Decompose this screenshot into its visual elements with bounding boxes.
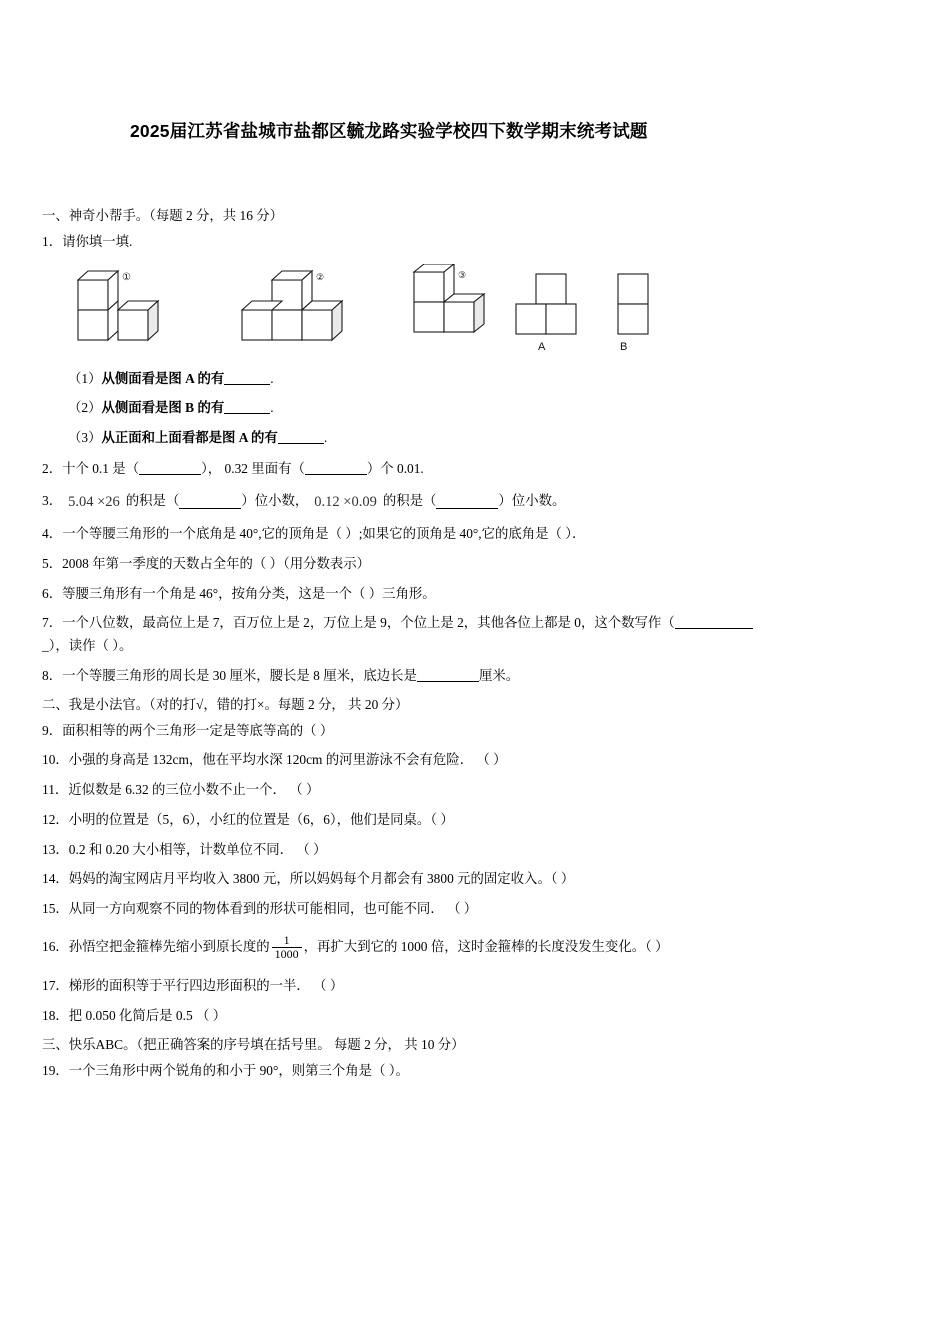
question-2 (42, 458, 922, 481)
svg-text:②: ② (316, 271, 325, 282)
question-8 (42, 665, 922, 688)
question-17 (42, 975, 922, 998)
answer-blank[interactable] (139, 460, 201, 474)
question-13 (42, 839, 922, 862)
section-heading-1: 一、神奇小帮手。（每题 2 分，共 16 分） (42, 208, 284, 223)
question-4 (42, 523, 922, 546)
shape-a-drawing (512, 270, 590, 354)
answer-blank[interactable] (278, 430, 324, 444)
q3-expression-2: 0.12 ×0.09 (314, 493, 377, 510)
q16-number: 16． (42, 939, 69, 955)
question-14 (42, 868, 922, 891)
section-heading-2: 二、我是小法官。（对的打√，错的打×。每题 2 分， 共 20 分） (42, 696, 409, 712)
figure-solid-1 (60, 264, 210, 363)
fraction-numerator: 1 (283, 933, 290, 948)
q14-number: 14． (42, 871, 69, 887)
page-title: 2025届江苏省盐城市盐都区毓龙路实验学校四下数学期末统考试题 (130, 121, 648, 141)
q19-text: 一个三角形中两个锐角的和小于 90°，则第三个角是（ ）。 (68, 1062, 409, 1078)
q7-text-1: 一个八位数，最高位上是 7，百万位上是 2，万位上是 9，个位上是 2，其他各位上都是 0，这个数写作（ (62, 615, 675, 631)
question-10 (42, 749, 922, 772)
q1-item1-label: （1） (68, 370, 102, 386)
q7-text-2: _），读作（ ）。 (42, 638, 133, 654)
question-1-item-1 (68, 369, 922, 390)
shape-b-drawing (608, 270, 678, 354)
question-6 (42, 583, 922, 606)
svg-text:①: ① (122, 271, 131, 283)
figure-shape-a (512, 270, 590, 361)
q1-item3-tail: . (323, 430, 328, 446)
q13-text: 0.2 和 0.20 大小相等，计数单位不同． （ ） (68, 841, 327, 857)
question-7 (42, 612, 922, 658)
q3-mid-4: ）位小数。 (498, 493, 566, 509)
q1-item1-text: 从侧面看是图 A 的有 (101, 370, 225, 386)
question-5 (42, 553, 922, 576)
section-heading-3: 三、快乐ABC。（把正确答案的序号填在括号里。 每题 2 分， 共 10 分） (42, 1036, 465, 1052)
q11-number: 11． (42, 782, 69, 798)
q17-text: 梯形的面积等于平行四边形面积的一半． （ ） (68, 978, 344, 994)
document-body (42, 200, 922, 1086)
answer-blank[interactable] (675, 615, 753, 629)
question-1 (42, 231, 922, 254)
fraction-one-thousandth (272, 934, 302, 960)
q2-number: 2． (42, 460, 63, 476)
answer-blank[interactable] (179, 495, 241, 509)
q12-number: 12． (42, 811, 69, 827)
solid-2-drawing (230, 264, 390, 356)
q9-text: 面积相等的两个三角形一定是等底等高的（ ） (62, 722, 334, 738)
q15-number: 15． (42, 901, 69, 917)
figure-solid-2 (230, 264, 390, 363)
q10-number: 10． (42, 752, 69, 768)
q13-number: 13． (42, 841, 69, 857)
q1-item3-text: 从正面和上面看都是图 A 的有 (101, 430, 278, 446)
question-15 (42, 898, 922, 921)
question-18 (42, 1005, 922, 1028)
q1-number: 1． (42, 233, 63, 249)
question-1-item-2 (68, 398, 922, 419)
shape-b-label: B (620, 340, 628, 353)
q10-text: 小强的身高是 132cm，他在平均水深 120cm 的河里游泳不会有危险． （ ） (68, 752, 507, 768)
q2-part3: ）个 0.01. (366, 460, 424, 476)
q3-number: 3． (42, 493, 63, 509)
q1-figure-group (42, 264, 922, 360)
q1-item3-label: （3） (68, 430, 102, 446)
solid-1-drawing (60, 264, 210, 356)
q12-text: 小明的位置是（5，6），小红的位置是（6，6），他们是同桌。（ ） (68, 811, 454, 827)
question-11 (42, 779, 922, 802)
answer-blank[interactable] (224, 370, 270, 384)
q4-number: 4． (42, 526, 63, 542)
q8-number: 8． (42, 668, 63, 683)
q15-text: 从同一方向观察不同的物体看到的形状可能相同，也可能不同． （ ） (68, 901, 478, 917)
question-19 (42, 1060, 922, 1083)
question-12 (42, 809, 922, 832)
answer-blank[interactable] (305, 460, 367, 474)
question-1-item-3 (68, 428, 922, 449)
q18-number: 18． (42, 1007, 69, 1023)
q18-text: 把 0.050 化简后是 0.5 （ ） (68, 1007, 227, 1023)
q6-text: 等腰三角形有一个角是 46°，按角分类，这是一个（ ）三角形。 (62, 585, 436, 601)
q1-item2-tail: . (270, 400, 274, 416)
q5-number: 5． (42, 555, 63, 571)
q3-mid-2: ）位小数， (241, 493, 309, 509)
q1-item2-label: （2） (68, 400, 102, 416)
q3-mid-1: 的积是（ (125, 493, 180, 509)
q2-part1: 十个 0.1 是（ (62, 460, 140, 476)
q14-text: 妈妈的淘宝网店月平均收入 3800 元，所以妈妈每个月都会有 3800 元的固定收入。（ ） (68, 871, 575, 887)
q17-number: 17． (42, 978, 69, 994)
title-block (130, 118, 890, 143)
q9-number: 9． (42, 722, 63, 738)
svg-text:③: ③ (458, 269, 467, 280)
q1-stem: 请你填一填. (62, 233, 133, 249)
q7-line-1 (42, 612, 922, 635)
q1-item1-tail: . (270, 370, 274, 386)
q16-text-2: ，再扩大到它的 1000 倍，这时金箍棒的长度没发生变化。（ ） (303, 939, 669, 955)
q6-number: 6． (42, 585, 63, 601)
question-9 (42, 720, 922, 743)
q2-part2: ）， 0.32 里面有（ (201, 460, 305, 476)
q3-mid-3: 的积是（ (382, 493, 437, 509)
q19-number: 19． (42, 1062, 69, 1078)
q8-text-before: 一个等腰三角形的周长是 30 厘米，腰长是 8 厘米，底边长是 (62, 668, 417, 683)
question-3 (42, 491, 922, 513)
question-16 (42, 935, 922, 961)
q8-text-after: 厘米。 (478, 668, 520, 683)
q3-expression-1: 5.04 ×26 (68, 493, 120, 510)
q4-text: 一个等腰三角形的一个底角是 40°,它的顶角是（ ）;如果它的顶角是 40°,它的底角是（ ）． (62, 526, 586, 542)
shape-a-label: A (538, 340, 546, 353)
q7-number: 7． (42, 615, 63, 631)
figure-shape-b (608, 270, 678, 361)
q16-text-1: 孙悟空把金箍棒先缩小到原长度的 (68, 939, 270, 955)
q11-text: 近似数是 6.32 的三位小数不止一个． （ ） (68, 782, 320, 798)
answer-blank[interactable] (224, 400, 270, 414)
answer-blank[interactable] (417, 668, 479, 682)
q1-item2-text: 从侧面看是图 B 的有 (101, 400, 225, 416)
q7-line-2 (42, 635, 922, 658)
fraction-denominator: 1000 (272, 947, 302, 961)
q5-text: 2008 年第一季度的天数占全年的（ ）（用分数表示） (62, 555, 371, 571)
answer-blank[interactable] (436, 495, 498, 509)
